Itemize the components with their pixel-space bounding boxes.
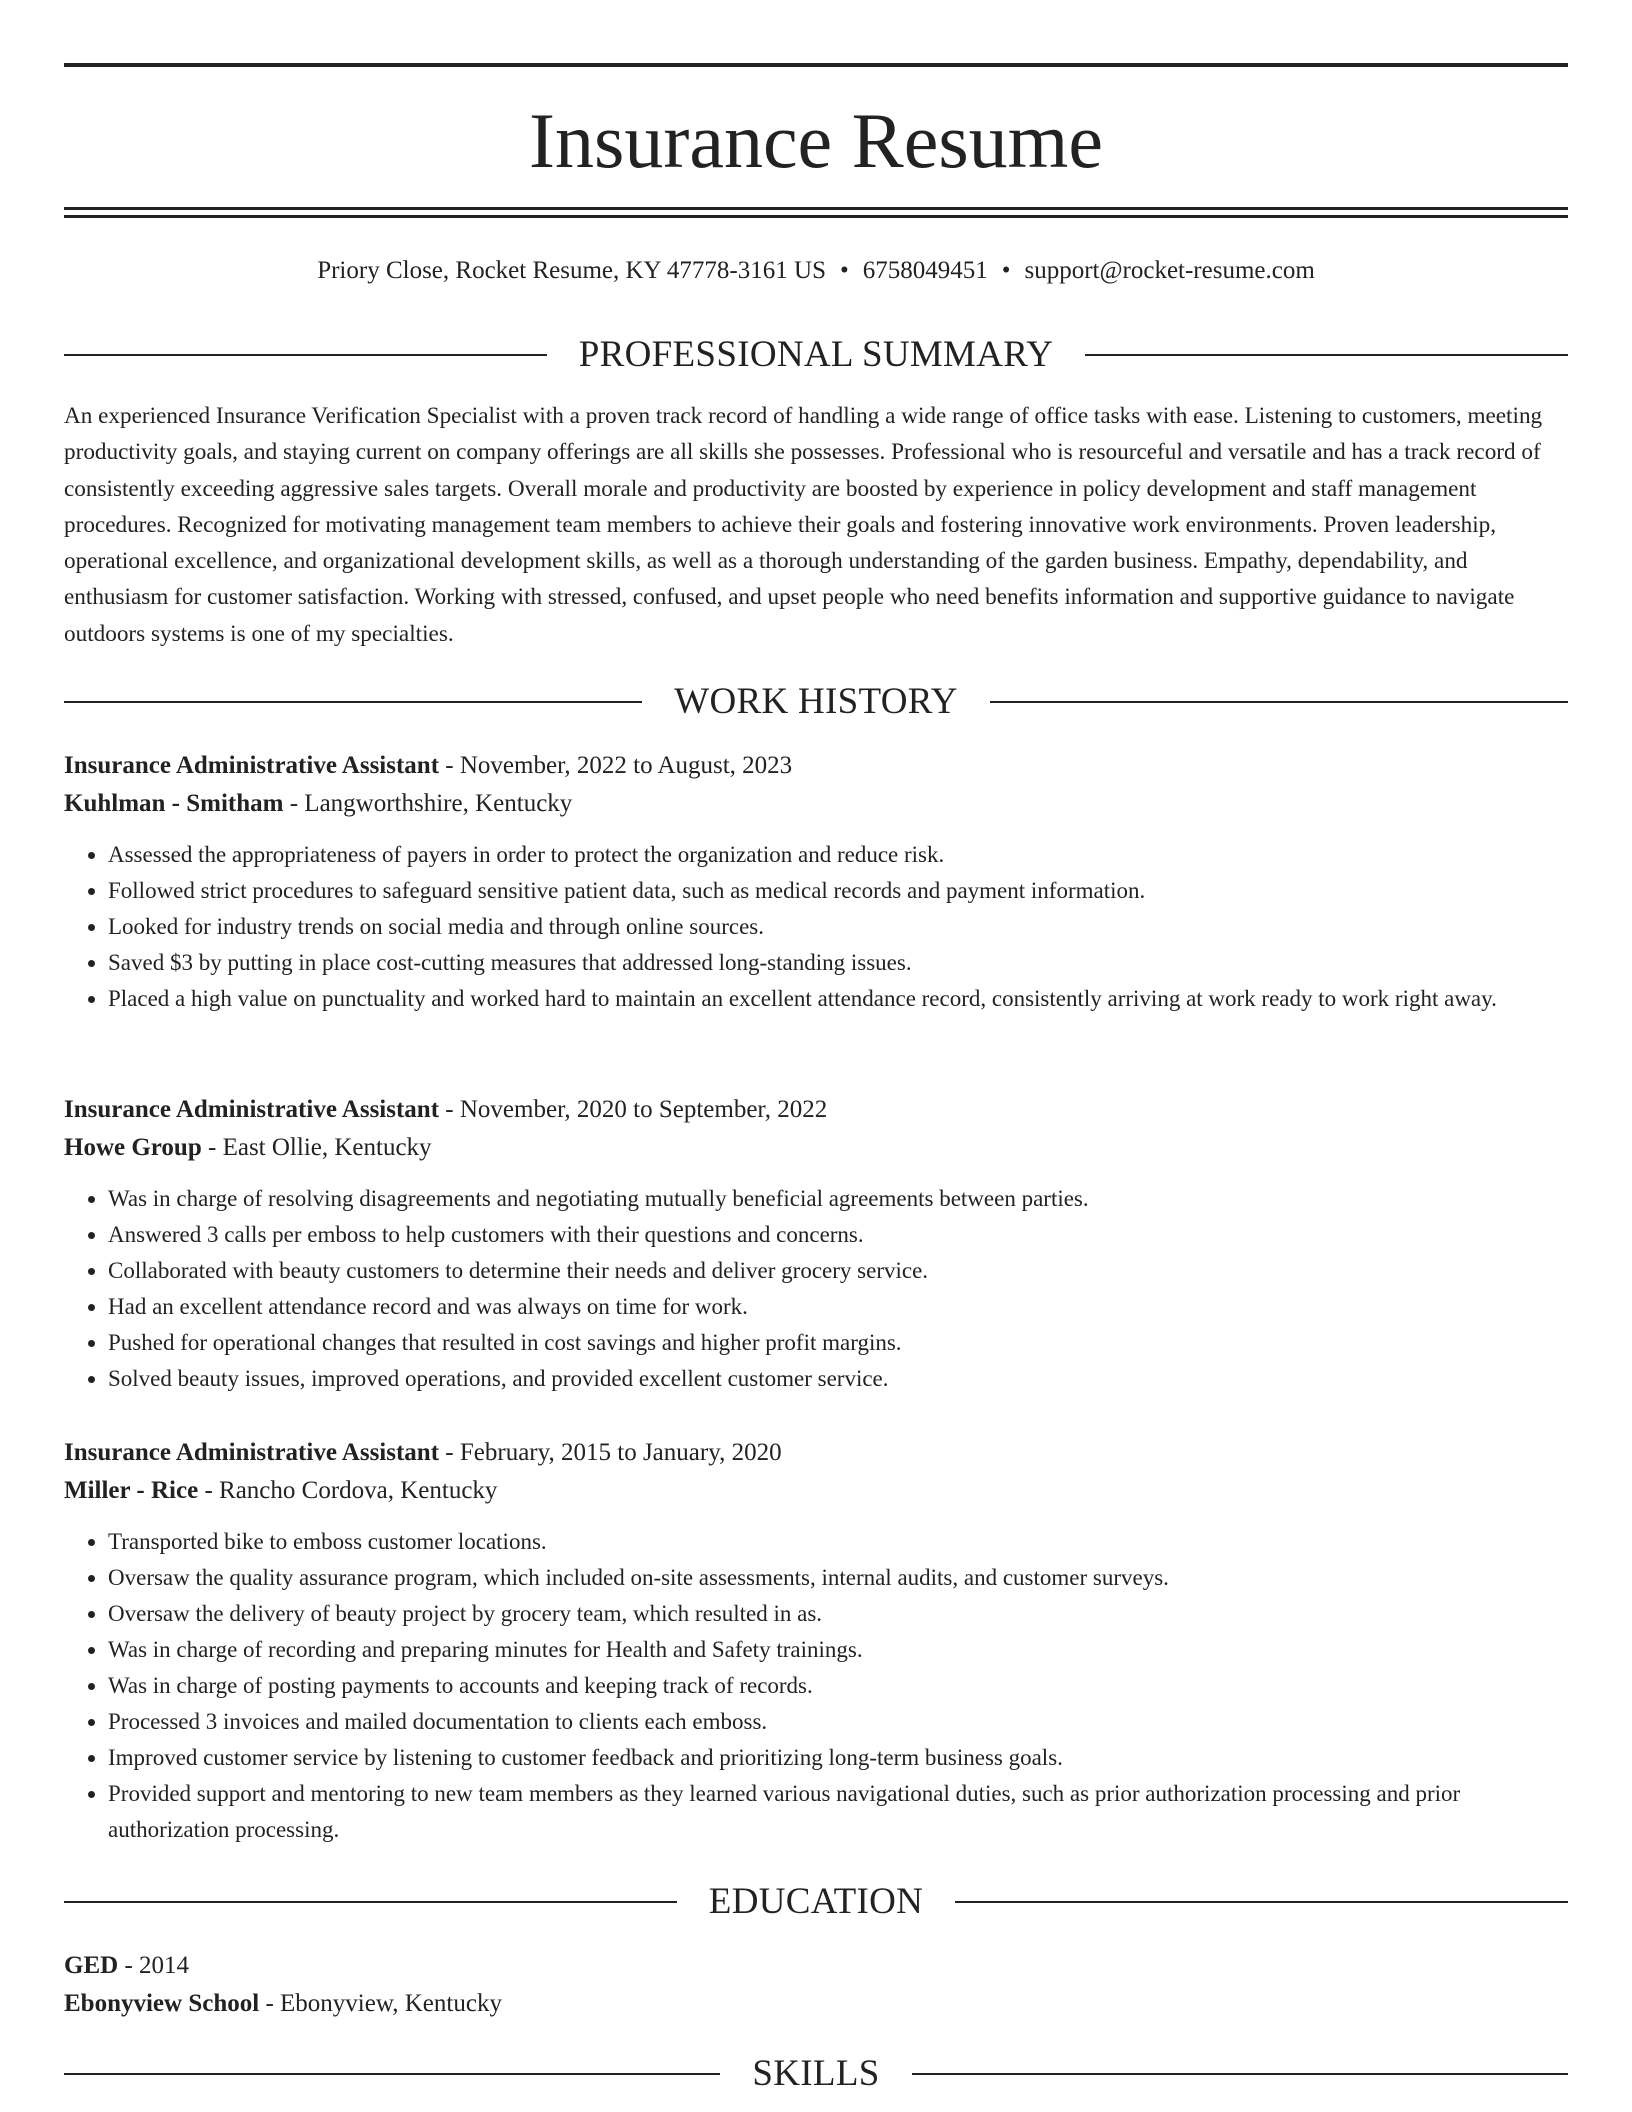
section-heading-work — [64, 677, 1568, 727]
list-item: • Oversaw the quality assurance program, which included on-site assessments, internal audits, and customer surveys. — [108, 1560, 1568, 1596]
section-title: SKILLS — [752, 2053, 880, 2094]
job-entry — [64, 1091, 1568, 1397]
list-item: • Pushed for operational changes that resulted in cost savings and higher profit margins. — [108, 1325, 1568, 1361]
contact-line — [64, 252, 1568, 290]
education-year: - 2014 — [118, 1952, 190, 1979]
job-company: Miller - Rice — [64, 1477, 199, 1504]
list-item: • Placed a high value on punctuality and worked hard to maintain an excellent attendance record, consistently arriving at work ready to work right away. — [108, 981, 1568, 1017]
section-title: WORK HISTORY — [674, 681, 958, 722]
title-rule-lower — [64, 215, 1568, 218]
top-rule — [64, 63, 1568, 67]
job-company: Kuhlman - Smitham — [64, 790, 284, 817]
job-entry — [64, 1434, 1568, 1848]
heading-rule — [955, 1901, 1568, 1903]
job-company-line — [64, 1129, 1568, 1167]
list-item: • Answered 3 calls per emboss to help customers with their questions and concerns. — [108, 1217, 1568, 1253]
heading-rule — [64, 701, 642, 703]
job-entry — [64, 747, 1568, 1017]
contact-address: Priory Close, Rocket Resume, KY 47778-3161 US — [317, 257, 826, 284]
list-item: • Was in charge of posting payments to accounts and keeping track of records. — [108, 1668, 1568, 1704]
job-title: Insurance Administrative Assistant — [64, 752, 440, 779]
section-heading-summary — [64, 330, 1568, 380]
section-title: PROFESSIONAL SUMMARY — [578, 334, 1054, 375]
heading-rule — [1085, 354, 1568, 356]
job-company-line — [64, 1472, 1568, 1510]
list-item: • Processed 3 invoices and mailed documentation to clients each emboss. — [108, 1704, 1568, 1740]
job-title-line — [64, 1091, 1568, 1129]
list-item: • Saved $3 by putting in place cost-cutting measures that addressed long-standing issues. — [108, 945, 1568, 981]
heading-rule — [912, 2073, 1568, 2075]
job-title-line — [64, 747, 1568, 785]
list-item: • Assessed the appropriateness of payers in order to protect the organization and reduce risk. — [108, 837, 1568, 873]
education-school-line — [64, 1985, 1568, 2023]
education-school: Ebonyview School — [64, 1990, 260, 2017]
list-item: • Had an excellent attendance record and was always on time for work. — [108, 1289, 1568, 1325]
education-entry — [64, 1947, 1568, 2023]
job-bullets — [64, 837, 1568, 1017]
job-location: - Rancho Cordova, Kentucky — [198, 1477, 498, 1504]
education-location: - Ebonyview, Kentucky — [259, 1990, 502, 2017]
job-dates: - November, 2022 to August, 2023 — [439, 752, 793, 779]
job-title: Insurance Administrative Assistant — [64, 1439, 440, 1466]
section-heading-education — [64, 1877, 1568, 1927]
heading-rule — [64, 2073, 720, 2075]
contact-phone: 6758049451 — [862, 257, 988, 284]
list-item: • Provided support and mentoring to new team members as they learned various navigational duties, such as prior authorization processing and prior authorization processing. — [108, 1776, 1568, 1848]
education-degree: GED — [64, 1952, 119, 1979]
job-company: Howe Group — [64, 1134, 202, 1161]
job-bullets — [64, 1524, 1568, 1848]
heading-rule — [990, 701, 1568, 703]
heading-rule — [64, 1901, 677, 1903]
list-item: • Looked for industry trends on social media and through online sources. — [108, 909, 1568, 945]
list-item: • Was in charge of resolving disagreements and negotiating mutually beneficial agreements between parties. — [108, 1181, 1568, 1217]
list-item: • Improved customer service by listening to customer feedback and prioritizing long-term business goals. — [108, 1740, 1568, 1776]
job-company-line — [64, 785, 1568, 823]
heading-rule — [64, 354, 547, 356]
job-bullets — [64, 1181, 1568, 1397]
list-item: • Oversaw the delivery of beauty project by grocery team, which resulted in as. — [108, 1596, 1568, 1632]
list-item: • Was in charge of recording and preparing minutes for Health and Safety trainings. — [108, 1632, 1568, 1668]
title-rule-upper — [64, 207, 1568, 210]
list-item: • Transported bike to emboss customer locations. — [108, 1524, 1568, 1560]
resume-title: Insurance Resume — [529, 97, 1103, 184]
list-item: • Followed strict procedures to safeguard sensitive patient data, such as medical records and payment information. — [108, 873, 1568, 909]
section-title: EDUCATION — [708, 1881, 924, 1922]
job-title: Insurance Administrative Assistant — [64, 1096, 440, 1123]
job-dates: - February, 2015 to January, 2020 — [439, 1439, 782, 1466]
contact-separator: • — [839, 257, 849, 284]
job-dates: - November, 2020 to September, 2022 — [439, 1096, 828, 1123]
summary-paragraph: An experienced Insurance Verification Specialist with a proven track record of handling a wide range of office tasks with ease. Listening to customers, meeting productivity goals, and staying current on company offerings are all skills she possesses. Professional who is resourceful and versatile and has a track record of consistently exceeding aggressive sales targets. Overall morale and productivity are boosted by experience in policy development and staff management procedures. Recognized for motivating management team members to achieve their goals and fostering innovative work environments. Proven leadership, operational excellence, and organizational development skills, as well as a thorough understanding of the garden business. Empathy, dependability, and enthusiasm for customer satisfaction. Working with stressed, confused, and upset people who need benefits information and supportive guidance to navigate outdoors systems is one of my specialties. — [64, 403, 1543, 647]
section-heading-skills — [64, 2049, 1568, 2099]
education-degree-line — [64, 1947, 1568, 1985]
list-item: • Collaborated with beauty customers to determine their needs and deliver grocery service. — [108, 1253, 1568, 1289]
job-location: - Langworthshire, Kentucky — [283, 790, 573, 817]
list-item: • Solved beauty issues, improved operations, and provided excellent customer service. — [108, 1361, 1568, 1397]
job-title-line — [64, 1434, 1568, 1472]
contact-separator: • — [1001, 257, 1011, 284]
job-location: - East Ollie, Kentucky — [201, 1134, 432, 1161]
contact-email: support@rocket-resume.com — [1024, 257, 1315, 284]
